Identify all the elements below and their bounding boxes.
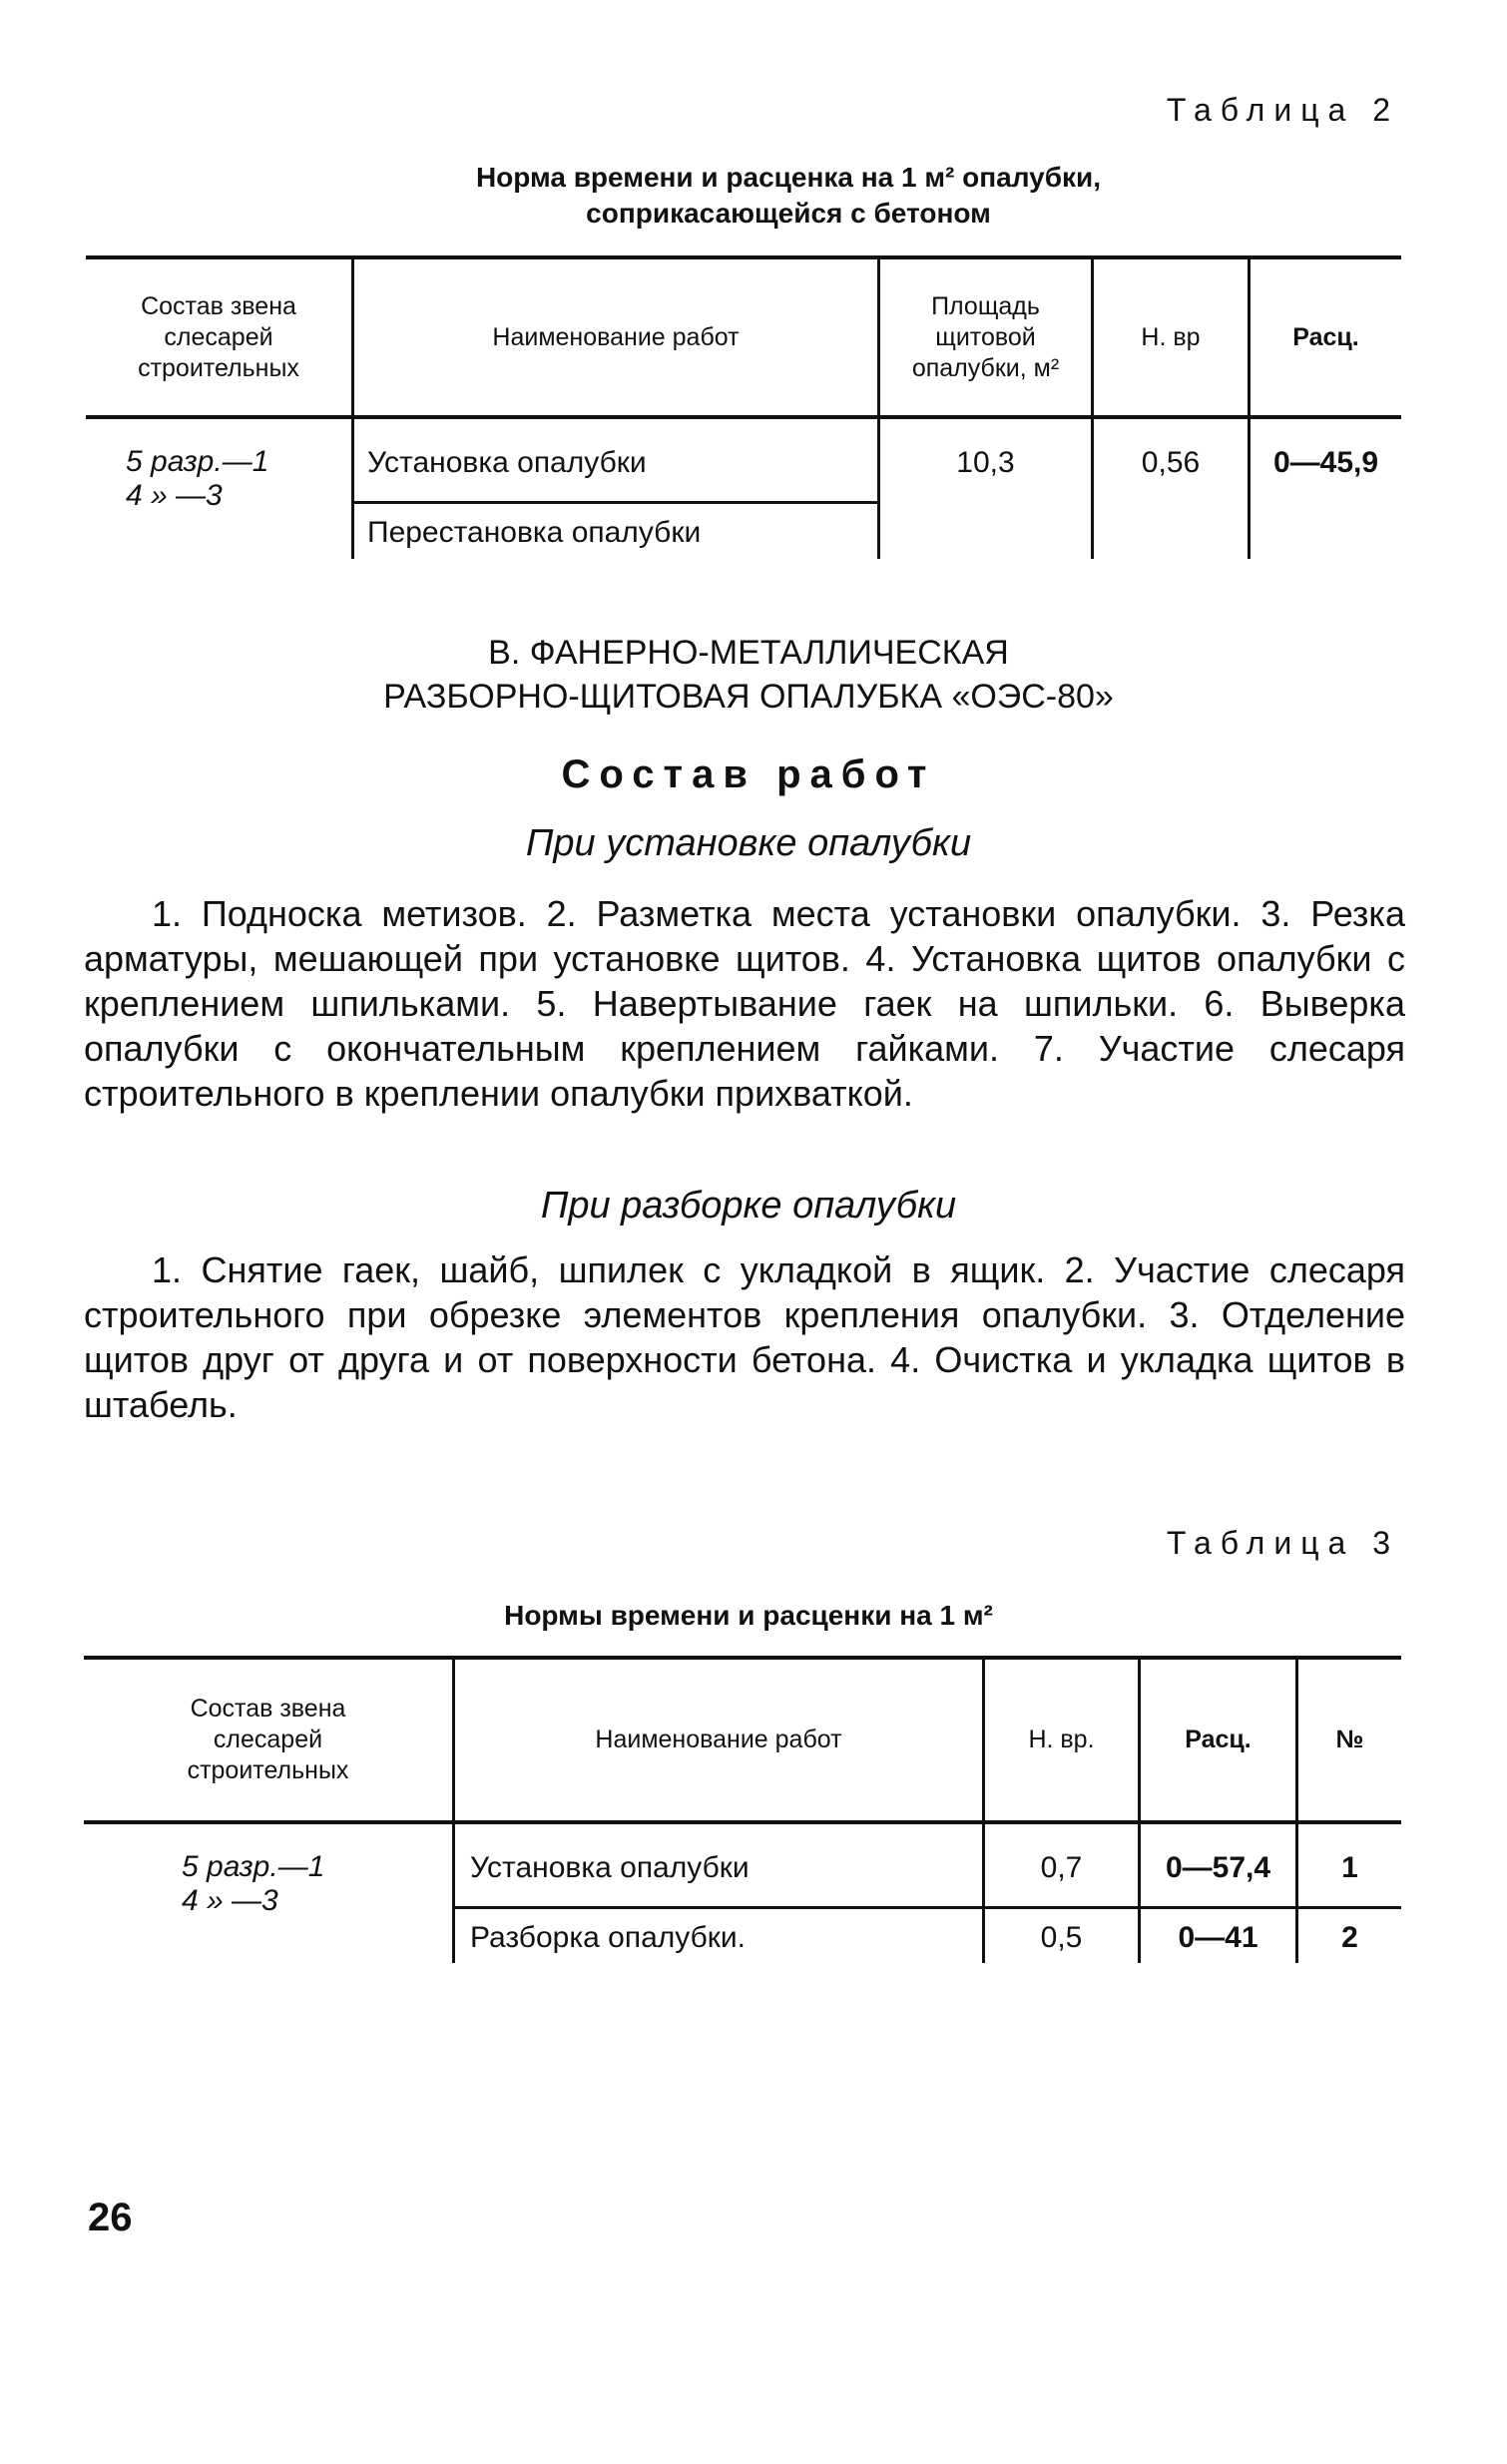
- table2-row-work: Установка опалубки: [367, 446, 647, 479]
- page-number: 26: [88, 2196, 133, 2239]
- table3-crew-line: 4 » —3: [182, 1884, 278, 1917]
- table2-area-value: 10,3: [956, 446, 1015, 479]
- table2-norm-value: 0,56: [1141, 446, 1201, 479]
- table2-crew-line: 4 » —3: [126, 479, 223, 512]
- table2-header-crew-line: слесарей: [164, 322, 273, 351]
- table2-label: Таблица 2: [1166, 92, 1399, 128]
- table3-header-crew-line: слесарей: [213, 1725, 323, 1753]
- table3-row-work: Разборка опалубки.: [470, 1921, 746, 1954]
- table3-header-num: №: [1335, 1725, 1364, 1753]
- table3-header-crew-line: Состав звена: [190, 1695, 346, 1723]
- table3-row-num: 2: [1341, 1921, 1358, 1954]
- sostav-heading: Состав работ: [561, 752, 936, 796]
- dismantle-heading: При разборке опалубки: [540, 1185, 957, 1227]
- table2-caption-line2: соприкасающейся с бетоном: [586, 198, 991, 229]
- table3-header-work: Наименование работ: [595, 1725, 842, 1753]
- table2-row-work: Перестановка опалубки: [367, 516, 702, 549]
- table3-crew-line: 5 разр.—1: [182, 1850, 325, 1883]
- install-heading: При установке опалубки: [525, 822, 972, 864]
- table3-row-norm: 0,7: [1040, 1851, 1083, 1884]
- table2-header-norm: Н. вр: [1141, 322, 1201, 351]
- table3-caption: Нормы времени и расценки на 1 м²: [504, 1600, 993, 1631]
- table3-row-norm: 0,5: [1040, 1921, 1083, 1954]
- table2-header-crew-line: строительных: [138, 353, 299, 382]
- table2-rate-value: 0—45,9: [1272, 446, 1379, 479]
- install-paragraph: 1. Подноска метизов. 2. Разметка места установки опалубки. 3. Резка арматуры, мешающей при установке щитов. 4. Установка щитов опалубки с креплением шпильками. 5. Навертывание гаек на шпильки. 6. Выверка опалубки с окончательным креплением гайками. 7. Участие слесаря строительного в креплении опалубки прихваткой.: [84, 893, 1405, 1114]
- table2-header-area: [880, 261, 1091, 413]
- table2-header-crew: [86, 261, 351, 413]
- table3-label: Таблица 3: [1166, 1525, 1399, 1561]
- section-title: [100, 631, 1397, 719]
- table3-row-rate: 0—57,4: [1165, 1851, 1271, 1884]
- table2-header-crew-line: Состав звена: [141, 291, 296, 320]
- section-title-line2: РАЗБОРНО-ЩИТОВАЯ ОПАЛУБКА «ОЭС-80»: [383, 678, 1114, 716]
- table2-caption: [200, 160, 1377, 232]
- table2-header-area-line: Площадь: [931, 291, 1040, 320]
- table3-row-work: Установка опалубки: [470, 1851, 750, 1884]
- table2-caption-line1: Норма времени и расценка на 1 м² опалубки,: [475, 162, 1102, 193]
- section-title-line1: В. ФАНЕРНО-МЕТАЛЛИЧЕСКАЯ: [488, 634, 1009, 672]
- table2-crew-line: 5 разр.—1: [126, 445, 269, 478]
- table2-header-rate: Расц.: [1292, 322, 1359, 351]
- dismantle-paragraph: 1. Снятие гаек, шайб, шпилек с укладкой в ящик. 2. Участие слесаря строительного при обрезке элементов крепления опалубки. 3. Отделение щитов друг от друга и от поверхности бетона. 4. Очистка и укладка щитов в штабель.: [84, 1249, 1405, 1425]
- table3-header-crew-line: строительных: [187, 1756, 349, 1784]
- table2-header-area-line: опалубки, м²: [911, 353, 1060, 382]
- table3-header-crew: [84, 1662, 452, 1818]
- table3-row-rate: 0—41: [1178, 1921, 1258, 1954]
- table2-header-area-line: щитовой: [935, 322, 1036, 351]
- table3-header-rate: Расц.: [1185, 1725, 1252, 1753]
- table2-crew: [126, 445, 268, 513]
- table3-header-norm: Н. вр.: [1028, 1725, 1095, 1753]
- table3-row-num: 1: [1341, 1851, 1358, 1884]
- table2-header-work: Наименование работ: [492, 322, 740, 351]
- table3-crew: [182, 1850, 324, 1918]
